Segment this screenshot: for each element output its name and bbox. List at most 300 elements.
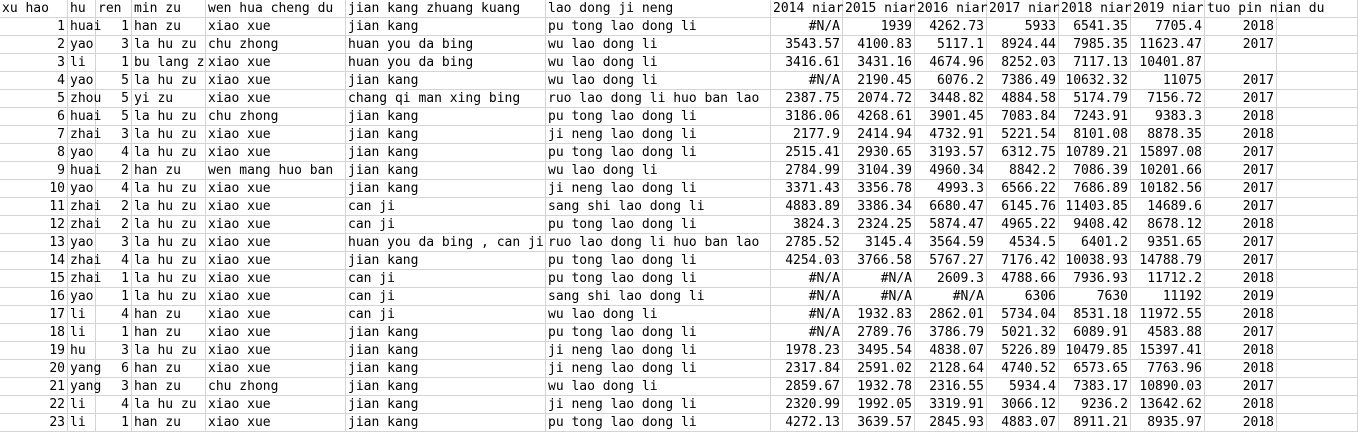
table-cell[interactable]: jian kang <box>346 396 546 414</box>
table-cell[interactable]: jian kang <box>346 126 546 144</box>
column-header[interactable]: 2019 niar <box>1133 1 1204 16</box>
table-cell[interactable]: 1 <box>96 18 132 36</box>
table-cell[interactable]: 9236.2 <box>1059 396 1131 414</box>
table-cell[interactable]: jian kang <box>346 144 546 162</box>
table-cell[interactable]: han zu <box>132 324 206 342</box>
table-cell[interactable]: la hu zu <box>132 216 206 234</box>
table-cell[interactable] <box>1277 396 1358 414</box>
table-cell[interactable]: 3901.45 <box>915 108 987 126</box>
table-cell[interactable] <box>1277 288 1358 306</box>
table-cell[interactable]: 7386.49 <box>987 72 1059 90</box>
table-cell[interactable]: 6 <box>0 108 68 126</box>
table-cell[interactable]: 11075 <box>1131 72 1205 90</box>
table-cell[interactable]: zhai <box>70 217 102 232</box>
table-cell[interactable]: la hu zu <box>132 144 206 162</box>
table-cell[interactable]: 4 <box>96 144 132 162</box>
table-cell[interactable]: 4960.34 <box>915 162 987 180</box>
table-cell[interactable]: pu tong lao dong li <box>546 18 771 36</box>
table-cell[interactable]: la hu zu <box>132 36 206 54</box>
column-header[interactable]: 2015 niar <box>845 1 916 16</box>
table-cell[interactable]: 3186.06 <box>771 108 843 126</box>
table-cell[interactable]: 1932.78 <box>843 378 915 396</box>
table-cell[interactable]: 1 <box>0 18 68 36</box>
table-cell[interactable]: 6306 <box>987 288 1059 306</box>
table-cell[interactable]: 2862.01 <box>915 306 987 324</box>
table-cell[interactable]: 6089.91 <box>1059 324 1131 342</box>
table-cell[interactable]: li <box>68 396 96 414</box>
table-cell[interactable]: ji neng lao dong li <box>546 396 771 414</box>
table-cell[interactable]: 1992.05 <box>843 396 915 414</box>
table-cell[interactable]: 2 <box>96 198 132 216</box>
table-cell[interactable]: yao <box>68 144 96 162</box>
table-cell[interactable]: 2324.25 <box>843 216 915 234</box>
table-cell[interactable]: 11712.2 <box>1131 270 1205 288</box>
table-cell[interactable]: 2018 <box>1205 270 1277 288</box>
table-cell[interactable]: 2019 <box>1205 288 1277 306</box>
table-cell[interactable] <box>1277 306 1358 324</box>
table-cell[interactable]: ji neng lao dong li <box>546 360 771 378</box>
table-cell[interactable]: jian kang <box>346 360 546 378</box>
table-cell[interactable]: li <box>68 324 96 342</box>
table-cell[interactable]: wu lao dong li <box>546 378 771 396</box>
column-header[interactable] <box>1277 0 1358 18</box>
table-cell[interactable]: 2128.64 <box>915 360 987 378</box>
table-cell[interactable] <box>1277 18 1358 36</box>
table-cell[interactable] <box>1277 216 1358 234</box>
table-cell[interactable]: 2 <box>0 36 68 54</box>
table-cell[interactable]: li <box>68 414 96 432</box>
table-cell[interactable]: 2591.02 <box>843 360 915 378</box>
table-cell[interactable]: 2074.72 <box>843 90 915 108</box>
table-cell[interactable]: la hu zu <box>132 270 206 288</box>
column-header[interactable]: ren <box>96 0 132 18</box>
table-cell[interactable]: 14 <box>0 252 68 270</box>
table-cell[interactable]: 6312.75 <box>987 144 1059 162</box>
table-cell[interactable]: 7156.72 <box>1131 90 1205 108</box>
column-header[interactable]: tuo pin nian du <box>1207 1 1325 16</box>
table-cell[interactable]: 4732.91 <box>915 126 987 144</box>
table-cell[interactable]: 8252.03 <box>987 54 1059 72</box>
table-cell[interactable]: 23 <box>0 414 68 432</box>
table-cell[interactable]: jian kang <box>346 324 546 342</box>
table-cell[interactable]: 2017 <box>1205 36 1277 54</box>
table-cell[interactable]: 2017 <box>1205 144 1277 162</box>
table-cell[interactable]: 9351.65 <box>1131 234 1205 252</box>
table-cell[interactable]: 3 <box>96 36 132 54</box>
table-cell[interactable]: 6680.47 <box>915 198 987 216</box>
table-cell[interactable]: 3066.12 <box>987 396 1059 414</box>
table-cell[interactable]: xiao xue <box>206 270 346 288</box>
table-cell[interactable]: 2414.94 <box>843 126 915 144</box>
table-cell[interactable]: ji neng lao dong li <box>546 342 771 360</box>
table-cell[interactable] <box>1277 252 1358 270</box>
table-cell[interactable]: 4272.13 <box>771 414 843 432</box>
table-cell[interactable]: 4883.07 <box>987 414 1059 432</box>
table-cell[interactable]: 14788.79 <box>1131 252 1205 270</box>
table-cell[interactable]: pu tong lao dong li <box>546 144 771 162</box>
table-cell[interactable]: 2845.93 <box>915 414 987 432</box>
table-cell[interactable]: wu lao dong li <box>546 36 771 54</box>
table-cell[interactable]: 2017 <box>1205 252 1277 270</box>
table-cell[interactable]: 2018 <box>1205 108 1277 126</box>
table-cell[interactable]: 7936.93 <box>1059 270 1131 288</box>
table-cell[interactable]: 7117.13 <box>1059 54 1131 72</box>
table-cell[interactable]: la hu zu <box>132 108 206 126</box>
table-cell[interactable]: 2317.84 <box>771 360 843 378</box>
table-cell[interactable]: 9408.42 <box>1059 216 1131 234</box>
table-cell[interactable]: 4740.52 <box>987 360 1059 378</box>
table-cell[interactable]: han zu <box>132 360 206 378</box>
table-cell[interactable]: 16 <box>0 288 68 306</box>
table-cell[interactable]: pu tong lao dong li <box>546 414 771 432</box>
table-cell[interactable]: 10632.32 <box>1059 72 1131 90</box>
table-cell[interactable]: can ji <box>346 306 546 324</box>
table-cell[interactable]: pu tong lao dong li <box>546 324 771 342</box>
table-cell[interactable]: 5934.4 <box>987 378 1059 396</box>
table-cell[interactable]: 2930.65 <box>843 144 915 162</box>
table-cell[interactable]: huai <box>70 19 102 34</box>
table-cell[interactable]: wen mang huo ban <box>206 162 346 180</box>
table-cell[interactable]: 5021.32 <box>987 324 1059 342</box>
table-cell[interactable]: 3 <box>96 234 132 252</box>
table-cell[interactable]: yi zu <box>132 90 206 108</box>
table-cell[interactable]: la hu zu <box>132 396 206 414</box>
table-cell[interactable]: la hu zu <box>132 198 206 216</box>
table-cell[interactable]: yao <box>68 234 96 252</box>
table-cell[interactable]: jian kang <box>346 378 546 396</box>
table-cell[interactable]: 15 <box>0 270 68 288</box>
table-cell[interactable]: yang <box>70 379 102 394</box>
table-cell[interactable]: 8911.21 <box>1059 414 1131 432</box>
table-cell[interactable]: 5 <box>96 108 132 126</box>
table-cell[interactable]: xiao xue <box>206 198 346 216</box>
table-cell[interactable]: 4254.03 <box>771 252 843 270</box>
table-cell[interactable]: 2018 <box>1205 126 1277 144</box>
table-cell[interactable]: 3 <box>96 378 132 396</box>
column-header[interactable]: hu <box>68 0 96 18</box>
table-cell[interactable]: 3639.57 <box>843 414 915 432</box>
table-cell[interactable]: 4 <box>96 252 132 270</box>
table-cell[interactable]: 3371.43 <box>771 180 843 198</box>
table-cell[interactable]: 5734.04 <box>987 306 1059 324</box>
table-cell[interactable] <box>1277 378 1358 396</box>
table-cell[interactable]: 10479.85 <box>1059 342 1131 360</box>
table-cell[interactable]: xiao xue <box>206 252 346 270</box>
table-cell[interactable] <box>1277 270 1358 288</box>
table-cell[interactable]: #N/A <box>771 18 843 36</box>
table-cell[interactable]: 4788.66 <box>987 270 1059 288</box>
table-cell[interactable]: 2017 <box>1205 90 1277 108</box>
table-cell[interactable]: xiao xue <box>206 180 346 198</box>
table-cell[interactable]: 4534.5 <box>987 234 1059 252</box>
table-cell[interactable]: 3145.4 <box>843 234 915 252</box>
table-cell[interactable]: 7176.42 <box>987 252 1059 270</box>
table-cell[interactable] <box>1277 234 1358 252</box>
table-cell[interactable]: #N/A <box>771 306 843 324</box>
table-cell[interactable]: 4100.83 <box>843 36 915 54</box>
table-cell[interactable]: 3386.34 <box>843 198 915 216</box>
table-cell[interactable]: 10038.93 <box>1059 252 1131 270</box>
table-cell[interactable]: huai <box>70 163 102 178</box>
table-cell[interactable]: 3193.57 <box>915 144 987 162</box>
table-cell[interactable]: yao <box>68 72 96 90</box>
table-cell[interactable]: jian kang <box>346 252 546 270</box>
table-cell[interactable]: 8101.08 <box>1059 126 1131 144</box>
table-cell[interactable]: 2387.75 <box>771 90 843 108</box>
column-header[interactable]: xu hao <box>0 0 68 18</box>
table-cell[interactable]: li <box>68 54 96 72</box>
table-cell[interactable]: zhai <box>70 199 102 214</box>
table-cell[interactable]: 5174.79 <box>1059 90 1131 108</box>
table-cell[interactable]: han zu <box>132 414 206 432</box>
table-cell[interactable]: 2018 <box>1205 18 1277 36</box>
table-cell[interactable]: 2017 <box>1205 180 1277 198</box>
table-cell[interactable]: 2784.99 <box>771 162 843 180</box>
table-cell[interactable]: 4838.07 <box>915 342 987 360</box>
table-cell[interactable]: 3319.91 <box>915 396 987 414</box>
table-cell[interactable]: la hu zu <box>132 252 206 270</box>
table-cell[interactable]: 11623.47 <box>1131 36 1205 54</box>
table-cell[interactable]: xiao xue <box>206 342 346 360</box>
table-cell[interactable]: 3431.16 <box>843 54 915 72</box>
table-cell[interactable] <box>1277 342 1358 360</box>
table-cell[interactable]: 5226.89 <box>987 342 1059 360</box>
table-cell[interactable]: 8531.18 <box>1059 306 1131 324</box>
table-cell[interactable]: 5 <box>0 90 68 108</box>
table-cell[interactable]: li <box>68 306 96 324</box>
table-cell[interactable]: 2018 <box>1205 414 1277 432</box>
column-header[interactable]: 2017 niar <box>989 1 1060 16</box>
table-cell[interactable]: jian kang <box>346 162 546 180</box>
table-cell[interactable]: 1 <box>96 270 132 288</box>
table-cell[interactable]: 4883.89 <box>771 198 843 216</box>
table-cell[interactable]: 5 <box>96 90 132 108</box>
table-cell[interactable]: jian kang <box>346 108 546 126</box>
table-cell[interactable]: 2609.3 <box>915 270 987 288</box>
table-cell[interactable]: 10401.87 <box>1131 54 1205 72</box>
table-cell[interactable]: 3495.54 <box>843 342 915 360</box>
table-cell[interactable]: xiao xue <box>206 54 346 72</box>
table-cell[interactable]: 6541.35 <box>1059 18 1131 36</box>
table-cell[interactable]: 8935.97 <box>1131 414 1205 432</box>
table-cell[interactable]: 2190.45 <box>843 72 915 90</box>
table-cell[interactable]: 2 <box>96 216 132 234</box>
table-cell[interactable]: #N/A <box>843 288 915 306</box>
table-cell[interactable]: 7243.91 <box>1059 108 1131 126</box>
table-cell[interactable]: han zu <box>132 18 206 36</box>
table-cell[interactable] <box>1277 108 1358 126</box>
column-header[interactable]: 2014 niar <box>773 1 844 16</box>
table-cell[interactable]: 11403.85 <box>1059 198 1131 216</box>
table-cell[interactable]: 3766.58 <box>843 252 915 270</box>
table-cell[interactable]: 3 <box>96 126 132 144</box>
table-cell[interactable]: jian kang <box>346 18 546 36</box>
table-cell[interactable] <box>1277 54 1358 72</box>
table-cell[interactable]: xiao xue <box>206 216 346 234</box>
table-cell[interactable]: 1 <box>96 54 132 72</box>
table-cell[interactable]: 8924.44 <box>987 36 1059 54</box>
column-header[interactable]: 2016 niar <box>917 1 988 16</box>
column-header[interactable]: wen hua cheng du <box>206 0 346 18</box>
table-cell[interactable]: 7686.89 <box>1059 180 1131 198</box>
table-cell[interactable]: 4 <box>0 72 68 90</box>
table-cell[interactable]: 2018 <box>1205 396 1277 414</box>
table-cell[interactable]: hu <box>68 342 96 360</box>
table-cell[interactable]: 4 <box>96 306 132 324</box>
table-cell[interactable]: 2017 <box>1205 198 1277 216</box>
table-cell[interactable]: 13642.62 <box>1131 396 1205 414</box>
table-cell[interactable] <box>1277 414 1358 432</box>
table-cell[interactable]: 3543.57 <box>771 36 843 54</box>
table-cell[interactable]: 1 <box>96 288 132 306</box>
table-cell[interactable]: 3448.82 <box>915 90 987 108</box>
table-cell[interactable]: 7985.35 <box>1059 36 1131 54</box>
table-cell[interactable] <box>1277 162 1358 180</box>
table-cell[interactable]: 17 <box>0 306 68 324</box>
table-cell[interactable]: xiao xue <box>206 72 346 90</box>
table-cell[interactable]: #N/A <box>771 324 843 342</box>
table-cell[interactable]: 7705.4 <box>1131 18 1205 36</box>
table-cell[interactable]: yao <box>68 180 96 198</box>
table-cell[interactable] <box>1277 360 1358 378</box>
table-cell[interactable]: la hu zu <box>132 126 206 144</box>
column-header[interactable]: lao dong ji neng <box>546 0 771 18</box>
table-cell[interactable]: 4 <box>96 180 132 198</box>
table-cell[interactable]: han zu <box>132 306 206 324</box>
table-cell[interactable]: zhai <box>70 271 102 286</box>
table-cell[interactable]: 4965.22 <box>987 216 1059 234</box>
table-cell[interactable]: sang shi lao dong li <box>546 198 771 216</box>
table-cell[interactable] <box>1277 90 1358 108</box>
table-cell[interactable]: 15397.41 <box>1131 342 1205 360</box>
table-cell[interactable]: chu zhong <box>206 378 346 396</box>
table-cell[interactable]: 2018 <box>1205 360 1277 378</box>
table-cell[interactable]: chu zhong <box>206 108 346 126</box>
table-cell[interactable]: pu tong lao dong li <box>546 252 771 270</box>
table-cell[interactable] <box>1277 144 1358 162</box>
table-cell[interactable]: 2515.41 <box>771 144 843 162</box>
table-cell[interactable]: 12 <box>0 216 68 234</box>
table-cell[interactable]: 3786.79 <box>915 324 987 342</box>
table-cell[interactable]: #N/A <box>771 288 843 306</box>
table-cell[interactable]: xiao xue <box>206 360 346 378</box>
table-cell[interactable]: 10890.03 <box>1131 378 1205 396</box>
table-cell[interactable]: 7763.96 <box>1131 360 1205 378</box>
table-cell[interactable]: 21 <box>0 378 68 396</box>
table-cell[interactable]: 1 <box>96 324 132 342</box>
table-cell[interactable]: zhai <box>70 127 102 142</box>
table-cell[interactable]: chu zhong <box>206 36 346 54</box>
table-cell[interactable]: 6566.22 <box>987 180 1059 198</box>
table-cell[interactable]: 3356.78 <box>843 180 915 198</box>
table-cell[interactable]: 4993.3 <box>915 180 987 198</box>
table-cell[interactable]: huan you da bing <box>346 36 546 54</box>
table-cell[interactable]: 2017 <box>1205 72 1277 90</box>
table-cell[interactable]: 10 <box>0 180 68 198</box>
table-cell[interactable]: zhou <box>70 91 102 106</box>
table-cell[interactable]: 15897.08 <box>1131 144 1205 162</box>
column-header[interactable]: min zu <box>132 0 206 18</box>
table-cell[interactable]: 6 <box>96 360 132 378</box>
table-cell[interactable]: 5767.27 <box>915 252 987 270</box>
table-cell[interactable]: #N/A <box>771 72 843 90</box>
table-cell[interactable]: 7083.84 <box>987 108 1059 126</box>
table-cell[interactable]: wu lao dong li <box>546 306 771 324</box>
table-cell[interactable]: #N/A <box>843 270 915 288</box>
table-cell[interactable]: 2859.67 <box>771 378 843 396</box>
table-cell[interactable]: can ji <box>346 198 546 216</box>
column-header[interactable]: 2018 niar <box>1061 1 1132 16</box>
column-header[interactable]: jian kang zhuang kuang <box>346 0 546 18</box>
table-cell[interactable] <box>1277 72 1358 90</box>
table-cell[interactable]: 11 <box>0 198 68 216</box>
table-cell[interactable]: 5 <box>96 72 132 90</box>
table-cell[interactable]: 7 <box>0 126 68 144</box>
table-cell[interactable]: ji neng lao dong li <box>546 180 771 198</box>
table-cell[interactable]: 11972.55 <box>1131 306 1205 324</box>
table-cell[interactable]: 5933 <box>987 18 1059 36</box>
table-cell[interactable]: 1932.83 <box>843 306 915 324</box>
table-cell[interactable]: 19 <box>0 342 68 360</box>
table-cell[interactable]: wu lao dong li <box>546 54 771 72</box>
table-cell[interactable]: #N/A <box>771 270 843 288</box>
table-cell[interactable]: 9383.3 <box>1131 108 1205 126</box>
table-cell[interactable]: can ji <box>346 216 546 234</box>
table-cell[interactable]: 13 <box>0 234 68 252</box>
table-cell[interactable]: 8842.2 <box>987 162 1059 180</box>
table-cell[interactable]: 2018 <box>1205 306 1277 324</box>
table-cell[interactable]: la hu zu <box>132 180 206 198</box>
table-cell[interactable]: 11192 <box>1131 288 1205 306</box>
table-cell[interactable]: 9 <box>0 162 68 180</box>
table-cell[interactable]: 5117.1 <box>915 36 987 54</box>
table-cell[interactable]: 4583.88 <box>1131 324 1205 342</box>
table-cell[interactable]: bu lang z <box>134 55 205 70</box>
table-cell[interactable]: 1 <box>96 414 132 432</box>
table-cell[interactable]: 4884.58 <box>987 90 1059 108</box>
table-cell[interactable]: xiao xue <box>206 90 346 108</box>
table-cell[interactable]: ji neng lao dong li <box>546 126 771 144</box>
table-cell[interactable]: 7086.39 <box>1059 162 1131 180</box>
table-cell[interactable]: pu tong lao dong li <box>546 216 771 234</box>
table-cell[interactable]: xiao xue <box>206 324 346 342</box>
table-cell[interactable]: 22 <box>0 396 68 414</box>
table-cell[interactable]: 10182.56 <box>1131 180 1205 198</box>
table-cell[interactable]: 2 <box>96 162 132 180</box>
table-cell[interactable]: can ji <box>346 288 546 306</box>
table-cell[interactable]: 2017 <box>1205 378 1277 396</box>
table-cell[interactable] <box>1277 36 1358 54</box>
table-cell[interactable] <box>1277 126 1358 144</box>
table-cell[interactable]: 18 <box>0 324 68 342</box>
table-cell[interactable] <box>1277 324 1358 342</box>
table-cell[interactable]: ruo lao dong li huo ban lao <box>546 90 771 108</box>
table-cell[interactable]: 6145.76 <box>987 198 1059 216</box>
table-cell[interactable]: xiao xue <box>206 288 346 306</box>
table-cell[interactable]: 5874.47 <box>915 216 987 234</box>
table-cell[interactable]: han zu <box>132 162 206 180</box>
table-cell[interactable]: #N/A <box>915 288 987 306</box>
table-cell[interactable] <box>1277 180 1358 198</box>
table-cell[interactable]: huan you da bing , can ji <box>346 234 546 252</box>
table-cell[interactable]: yang <box>70 361 102 376</box>
table-cell[interactable]: 2017 <box>1205 234 1277 252</box>
table-cell[interactable]: 4268.61 <box>843 108 915 126</box>
table-cell[interactable]: 8678.12 <box>1131 216 1205 234</box>
table-cell[interactable]: pu tong lao dong li <box>546 270 771 288</box>
table-cell[interactable]: 3564.59 <box>915 234 987 252</box>
table-cell[interactable]: 2018 <box>1205 342 1277 360</box>
